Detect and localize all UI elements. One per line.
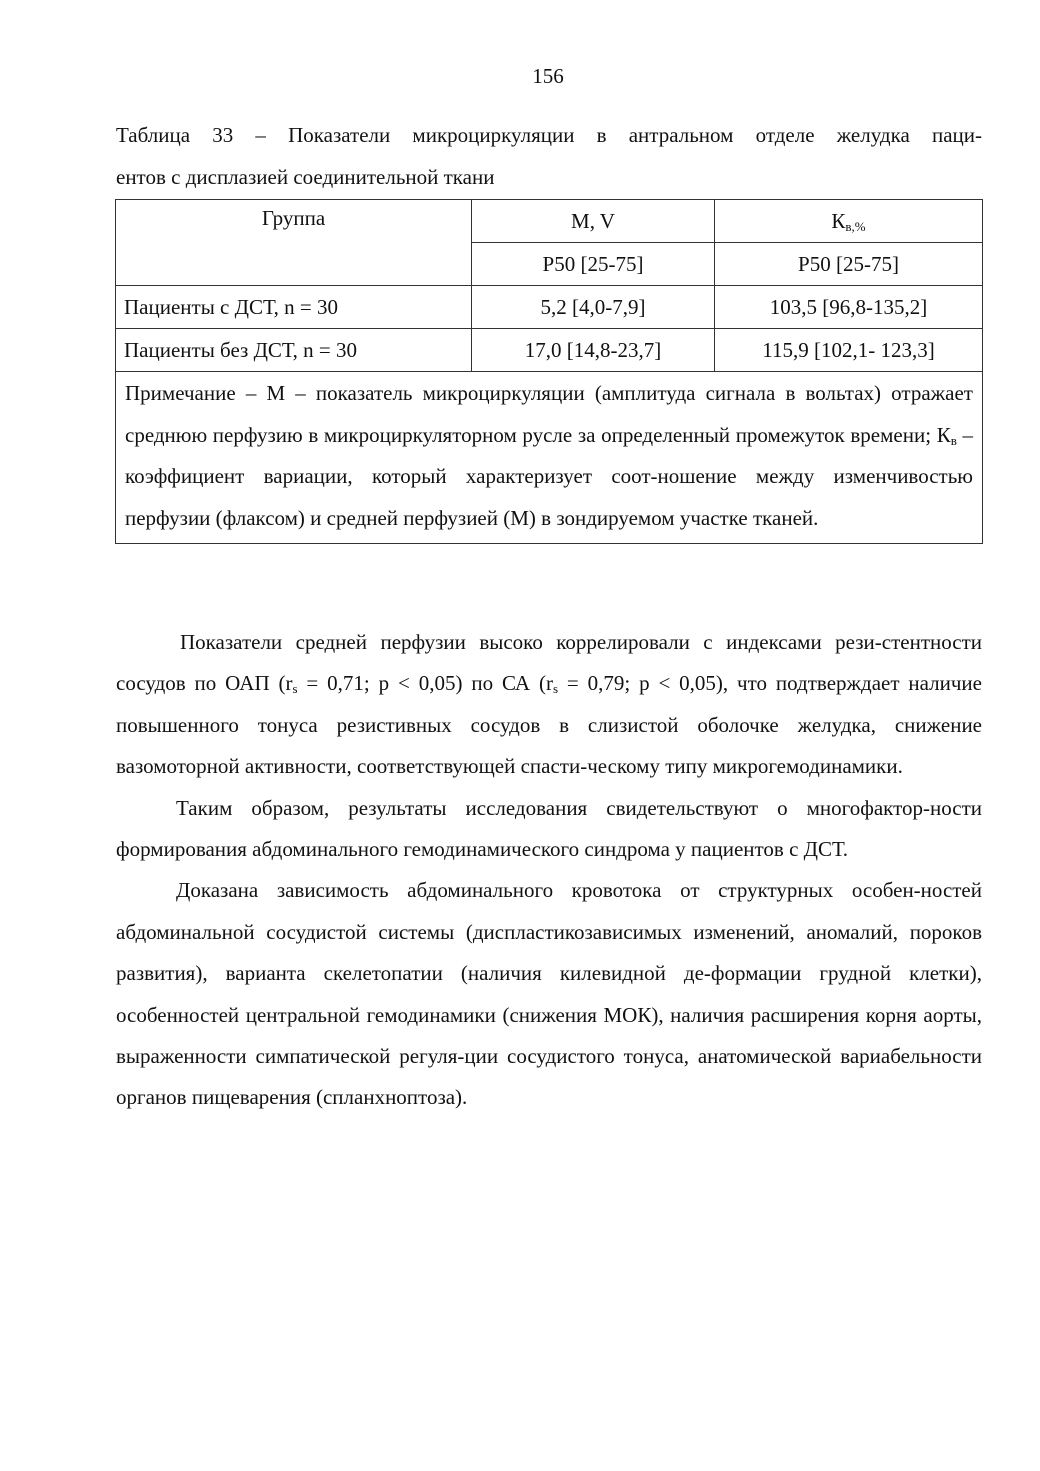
note-text-2: – коэффициент вариации, который характеризует соот-ношение между изменчивостью перфузии (флаксом) и средней перфузией (М) в зондируемом участке тканей. xyxy=(125,422,974,530)
subheader-m-cell: P50 [25-75] xyxy=(472,243,715,286)
header-kv-sub: в,% xyxy=(845,219,866,234)
table-caption-line-2: ентов с дисплазией соединительной ткани xyxy=(116,165,495,189)
p1-text-b: = 0,71; p < 0,05) по СА (r xyxy=(297,671,553,696)
row-group-cell: Пациенты с ДСТ, n = 30 xyxy=(116,286,472,329)
header-group-cell: Группа xyxy=(116,200,472,286)
header-m-cell: M, V xyxy=(472,200,715,243)
header-kv-base: К xyxy=(831,209,846,233)
row-group-cell: Пациенты без ДСТ, n = 30 xyxy=(116,329,472,372)
microcirculation-table xyxy=(115,199,983,544)
row-m-cell: 17,0 [14,8-23,7] xyxy=(472,329,715,372)
table-note-row xyxy=(116,372,983,544)
p1-text-a: Показатели средней перфузии высоко коррелировали с индексами рези-стентности сосудов по ОАП (r xyxy=(116,630,982,696)
table-row xyxy=(116,286,983,329)
paragraph-3: Доказана зависимость абдоминального кровотока от структурных особен-ностей абдоминальной сосудистой системы (диспластикозависимых изменений, аномалий, пороков развития), варианта скелетопатии (наличия килевидной де-формации грудной клетки), особенностей центральной гемодинамики (снижения МОК), наличия расширения корня аорты, выраженности симпатической регуля-ции сосудистого тонуса, анатомической вариабельности органов пищеварения (спланхноптоза). xyxy=(116,878,982,1110)
p1-sub-1: s xyxy=(292,681,298,697)
row-m-cell: 5,2 [4,0-7,9] xyxy=(472,286,715,329)
table-header-row xyxy=(116,200,983,243)
header-kv-cell xyxy=(715,200,983,243)
table-row xyxy=(116,329,983,372)
paragraph-1 xyxy=(116,622,982,788)
p1-sub-2: s xyxy=(552,681,559,697)
row-kv-cell: 103,5 [96,8-135,2] xyxy=(715,286,983,329)
table-caption xyxy=(116,114,982,198)
table-caption-line-1: Таблица 33 – Показатели микроциркуляции в антральном отделе желудка паци- xyxy=(116,123,982,147)
note-sub: в xyxy=(950,432,957,448)
paragraph-2: Таким образом, результаты исследования свидетельствуют о многофактор-ности формирования абдоминального гемодинамического синдрома у пациентов с ДСТ. xyxy=(116,795,982,862)
page-number: 156 xyxy=(532,64,564,88)
p1-text-c: = 0,79; p < 0,05), что подтверждает наличие повышенного тонуса резистивных сосудов в слизистой оболочке желудка, снижение вазомоторной активности, соответствующей спасти-ческому типу микрогемодинамики. xyxy=(116,671,982,779)
subheader-kv-cell: P50 [25-75] xyxy=(715,243,983,286)
body-text xyxy=(116,622,982,1119)
note-text-1: Примечание – М – показатель микроциркуляции (амплитуда сигнала в вольтах) отражает среднюю перфузию в микроциркуляторном русле за определенный промежуток времени; К xyxy=(125,381,973,447)
row-kv-cell: 115,9 [102,1- 123,3] xyxy=(715,329,983,372)
table-note xyxy=(116,372,983,544)
